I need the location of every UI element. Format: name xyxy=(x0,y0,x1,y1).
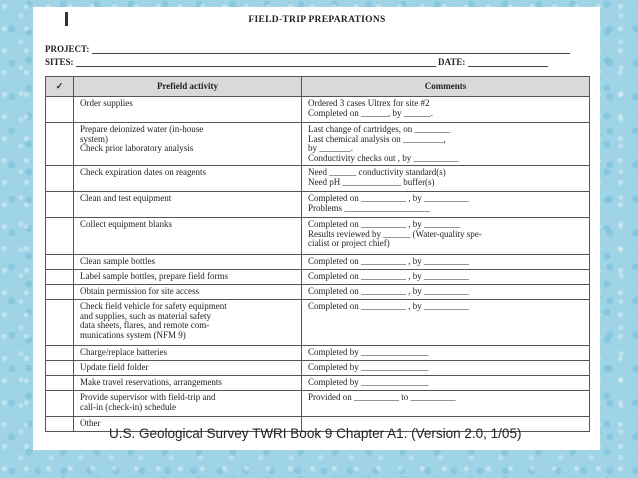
activity-cell: Clean sample bottles xyxy=(74,255,302,270)
project-line xyxy=(45,44,570,54)
activity-cell: Other xyxy=(74,417,302,432)
prefield-activity-table xyxy=(45,76,590,432)
date-label: DATE: xyxy=(438,57,466,67)
table-row xyxy=(46,97,590,123)
check-cell[interactable] xyxy=(46,270,74,285)
activity-column-header: Prefield activity xyxy=(74,77,302,97)
table-row xyxy=(46,361,590,376)
sites-field xyxy=(76,66,436,67)
project-label: PROJECT: xyxy=(45,44,90,54)
comments-cell: Provided on __________ to __________ xyxy=(302,391,590,417)
comments-cell: Completed on __________ , by __________ xyxy=(302,255,590,270)
comments-cell: Completed by _______________ xyxy=(302,361,590,376)
table-row xyxy=(46,218,590,255)
comments-cell: Completed on __________ , by __________ xyxy=(302,270,590,285)
activity-cell: Check expiration dates on reagents xyxy=(74,166,302,192)
activity-cell: Check field vehicle for safety equipment and supplies, such as material safety data sheets, flares, and remote com- munications system (NFM 9) xyxy=(74,300,302,346)
activity-cell: Charge/replace batteries xyxy=(74,346,302,361)
activity-cell: Provide supervisor with field-trip and call-in (check-in) schedule xyxy=(74,391,302,417)
check-cell[interactable] xyxy=(46,361,74,376)
table-row xyxy=(46,123,590,166)
activity-cell: Make travel reservations, arrangements xyxy=(74,376,302,391)
check-cell[interactable] xyxy=(46,166,74,192)
comments-cell: Completed on __________ , by __________ xyxy=(302,285,590,300)
table-row xyxy=(46,391,590,417)
check-cell[interactable] xyxy=(46,391,74,417)
sites-label: SITES: xyxy=(45,57,74,67)
slide xyxy=(33,7,600,450)
comments-cell: Completed by _______________ xyxy=(302,376,590,391)
document-title: FIELD-TRIP PREPARATIONS xyxy=(248,15,386,25)
sites-line xyxy=(45,57,548,67)
comments-cell: Need ______ conductivity standard(s) Need pH _____________ buffer(s) xyxy=(302,166,590,192)
checkmark-column-header: ✓ xyxy=(46,77,74,97)
check-cell[interactable] xyxy=(46,192,74,218)
check-cell[interactable] xyxy=(46,300,74,346)
comments-cell: Completed by _______________ xyxy=(302,346,590,361)
activity-cell: Collect equipment blanks xyxy=(74,218,302,255)
check-cell[interactable] xyxy=(46,346,74,361)
check-cell[interactable] xyxy=(46,417,74,432)
comments-cell: Completed on __________ , by ________ Results reviewed by ______ (Water-quality spe- cialist or project chief) xyxy=(302,218,590,255)
check-cell[interactable] xyxy=(46,123,74,166)
activity-cell: Prepare deionized water (in-house system) Check prior laboratory analysis xyxy=(74,123,302,166)
comments-cell: Last change of cartridges, on ________ Last chemical analysis on _________, by _______. Conductivity checks out , by __________ xyxy=(302,123,590,166)
activity-cell: Update field folder xyxy=(74,361,302,376)
table-row xyxy=(46,166,590,192)
comments-cell: Completed on __________ , by __________ xyxy=(302,300,590,346)
date-field xyxy=(468,66,548,67)
document-scan xyxy=(45,12,589,428)
check-cell[interactable] xyxy=(46,255,74,270)
table-row xyxy=(46,255,590,270)
table-row xyxy=(46,270,590,285)
table-row xyxy=(46,192,590,218)
check-cell[interactable] xyxy=(46,97,74,123)
activity-cell: Clean and test equipment xyxy=(74,192,302,218)
comments-cell: Completed on __________ , by __________ Problems ___________________ xyxy=(302,192,590,218)
activity-cell: Order supplies xyxy=(74,97,302,123)
check-cell[interactable] xyxy=(46,218,74,255)
table-row xyxy=(46,285,590,300)
table-row xyxy=(46,300,590,346)
comments-cell: Ordered 3 cases Ultrex for site #2 Completed on ______, by ______. xyxy=(302,97,590,123)
project-field xyxy=(92,53,570,54)
activity-cell: Label sample bottles, prepare field forms xyxy=(74,270,302,285)
check-cell[interactable] xyxy=(46,376,74,391)
check-cell[interactable] xyxy=(46,285,74,300)
comments-column-header: Comments xyxy=(302,77,590,97)
table-row xyxy=(46,346,590,361)
activity-cell: Obtain permission for site access xyxy=(74,285,302,300)
table-row xyxy=(46,376,590,391)
table-header-row xyxy=(46,77,590,97)
source-caption: U.S. Geological Survey TWRI Book 9 Chapter A1. (Version 2.0, 1/05) xyxy=(109,426,522,441)
